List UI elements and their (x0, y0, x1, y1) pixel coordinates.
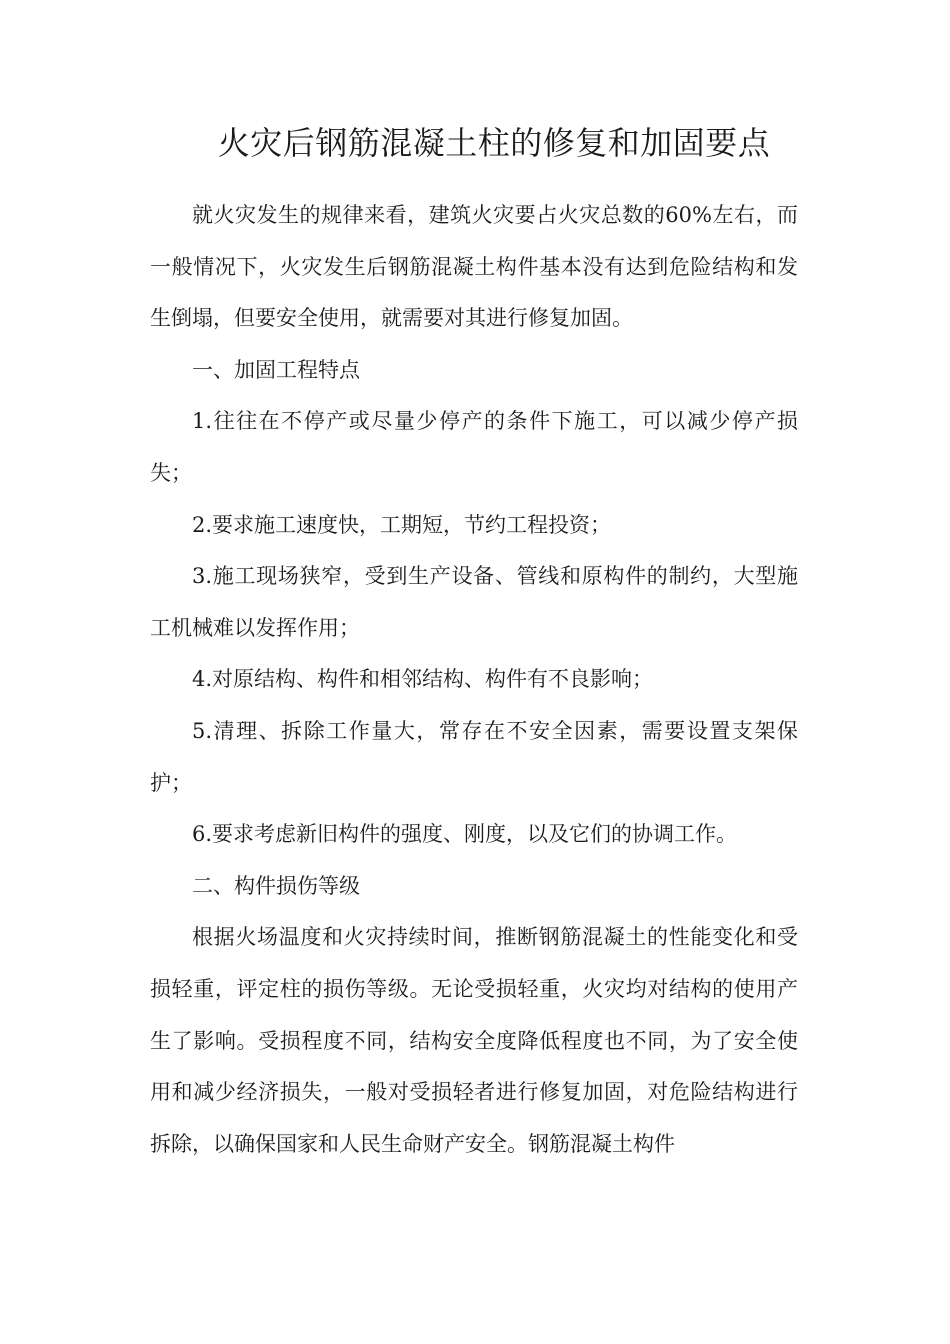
list-item-1: 1.往往在不停产或尽量少停产的条件下施工，可以减少停产损失； (150, 409, 798, 485)
list-item-6: 6.要求考虑新旧构件的强度、刚度，以及它们的协调工作。 (192, 822, 738, 847)
paragraph-intro: 就火灾发生的规律来看，建筑火灾要占火灾总数的60%左右，而一般情况下，火灾发生后钢筋混凝土构件基本没有达到危险结构和发生倒塌，但要安全使用，就需要对其进行修复加固。 (150, 203, 798, 331)
document-title: 火灾后钢筋混凝土柱的修复和加固要点 (217, 124, 771, 162)
document-body (150, 190, 798, 1170)
section-heading-2: 二、构件损伤等级 (192, 873, 360, 898)
list-item-5: 5.清理、拆除工作量大，常存在不安全因素，需要设置支架保护； (150, 718, 798, 795)
list-item-4: 4.对原结构、构件和相邻结构、构件有不良影响； (192, 667, 654, 692)
paragraph-damage-level: 根据火场温度和火灾持续时间，推断钢筋混凝土的性能变化和受损轻重，评定柱的损伤等级。无论受损轻重，火灾均对结构的使用产生了影响。受损程度不同，结构安全度降低程度也不同，为了安全使用和减少经济损失，一般对受损轻者进行修复加固，对危险结构进行拆除，以确保国家和人民生命财产安全。钢筋混凝土构件 (150, 925, 798, 1156)
list-item-2: 2.要求施工速度快，工期短，节约工程投资； (192, 512, 612, 537)
section-heading-1: 一、加固工程特点 (192, 357, 360, 382)
list-item-3: 3.施工现场狭窄，受到生产设备、管线和原构件的制约，大型施工机械难以发挥作用； (150, 564, 798, 640)
